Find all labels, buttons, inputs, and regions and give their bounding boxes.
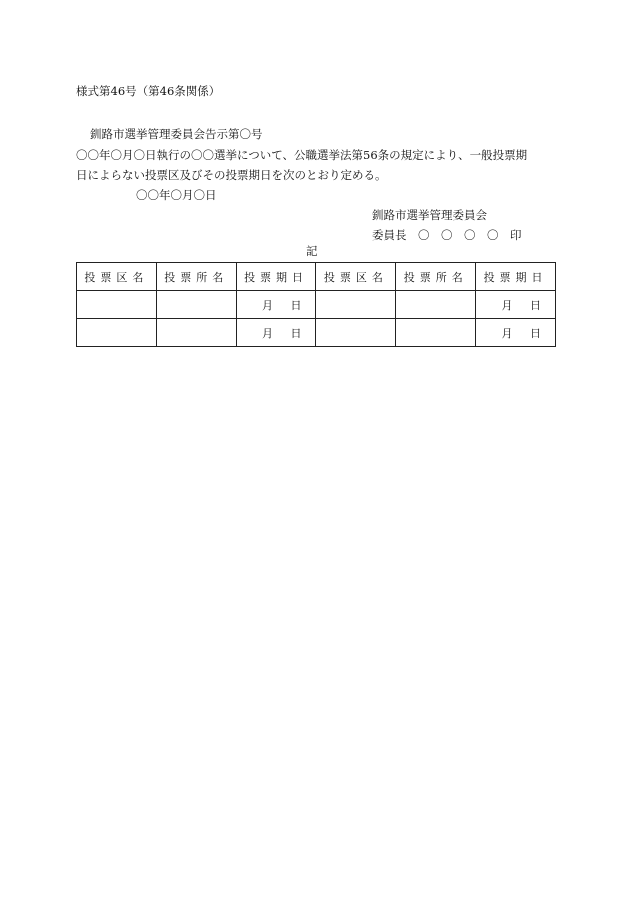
notice-title: 釧路市選挙管理委員会告示第〇号 (90, 127, 263, 141)
header-district: 投票区名 (316, 263, 396, 291)
table-cell (156, 319, 236, 347)
table-cell-date: 月 日 (236, 291, 316, 319)
ki-mark: 記 (306, 244, 318, 258)
header-station: 投票所名 (156, 263, 236, 291)
header-station: 投票所名 (396, 263, 476, 291)
table-cell (77, 291, 157, 319)
table-row (77, 291, 556, 319)
table-cell-date: 月 日 (476, 319, 556, 347)
form-number: 様式第46号（第46条関係） (76, 84, 221, 98)
table-cell (77, 319, 157, 347)
polling-table (76, 262, 556, 347)
table-cell (396, 319, 476, 347)
body-text-line: 日によらない投票区及びその投票期日を次のとおり定める。 (76, 168, 387, 182)
table-cell (316, 291, 396, 319)
issuer-committee: 釧路市選挙管理委員会 (372, 208, 487, 222)
table-row (77, 319, 556, 347)
header-district: 投票区名 (77, 263, 157, 291)
table-cell (156, 291, 236, 319)
table-cell (316, 319, 396, 347)
issuer-chair: 委員長 〇 〇 〇 〇 印 (372, 228, 522, 242)
table-cell-date: 月 日 (476, 291, 556, 319)
table-cell-date: 月 日 (236, 319, 316, 347)
table-header-row (77, 263, 556, 291)
body-text-line: 〇〇年〇月〇日執行の〇〇選挙について、公職選挙法第56条の規定により、一般投票期 (76, 148, 528, 162)
notice-date: 〇〇年〇月〇日 (136, 188, 217, 202)
table-cell (396, 291, 476, 319)
header-date: 投票期日 (236, 263, 316, 291)
header-date: 投票期日 (476, 263, 556, 291)
